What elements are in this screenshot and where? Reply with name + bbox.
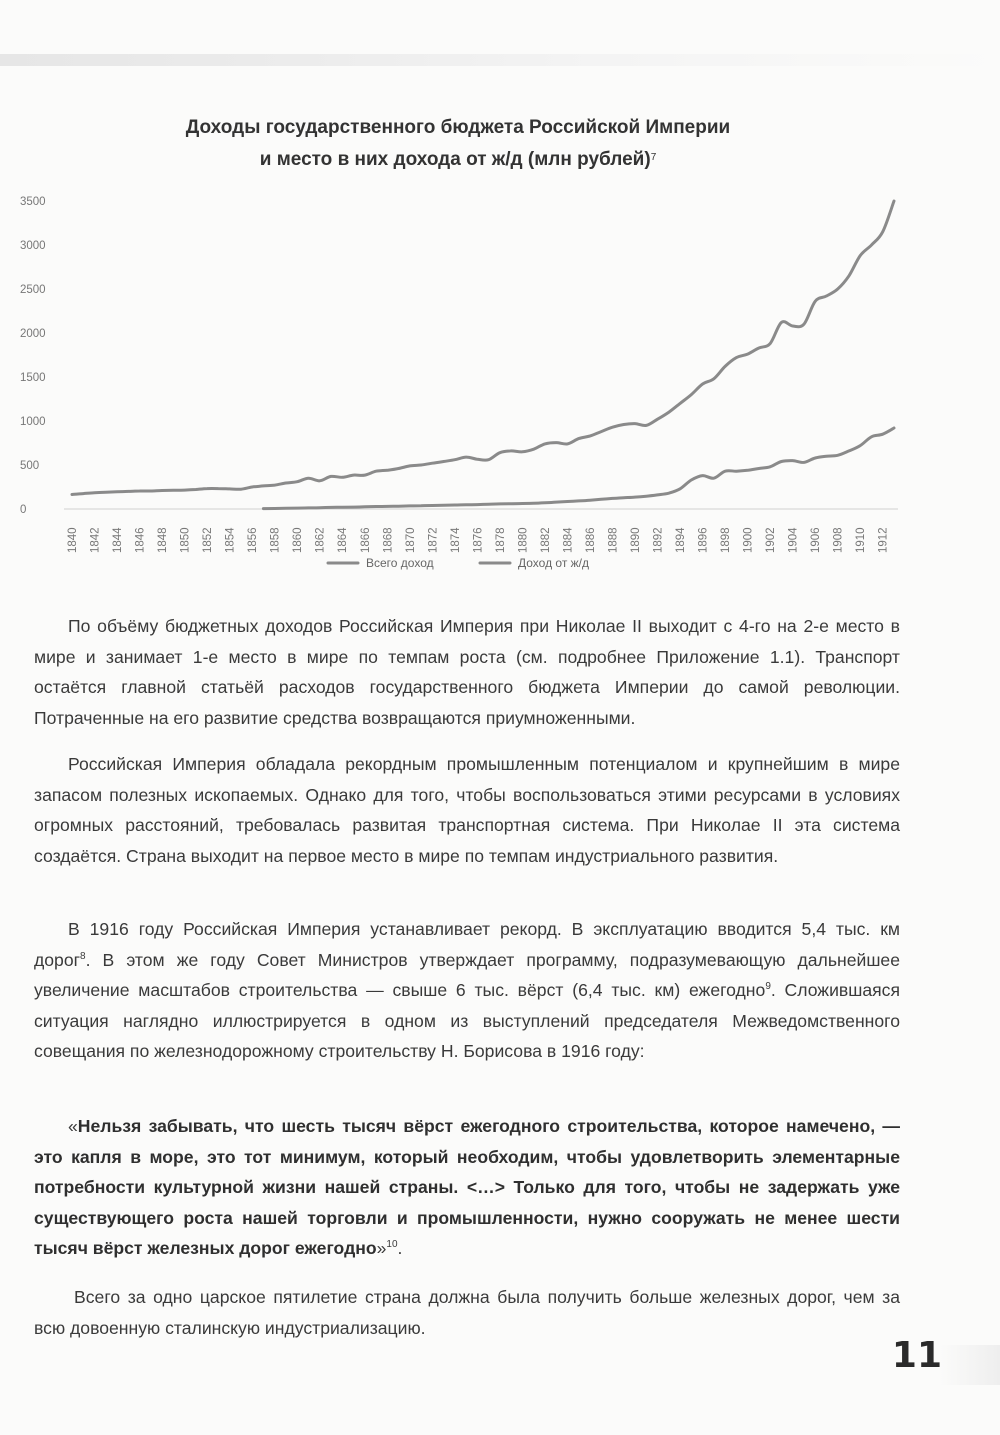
series-total-revenue-line xyxy=(72,201,894,495)
x-tick-label: 1848 xyxy=(157,527,170,553)
footnote-9: 9 xyxy=(765,981,771,992)
page-top-band xyxy=(0,54,1000,66)
x-tick-label: 1902 xyxy=(765,527,778,553)
x-axis xyxy=(67,527,890,553)
x-tick-label: 1854 xyxy=(224,527,237,553)
legend-label: Всего доход xyxy=(366,556,434,570)
x-tick-label: 1904 xyxy=(787,527,800,553)
paragraph-1 xyxy=(34,611,900,733)
x-tick-label: 1910 xyxy=(855,527,868,553)
x-tick-label: 1860 xyxy=(292,527,305,553)
paragraph-2-text: Российская Империя обладала рекордным промышленным потенциалом и крупнейшим в мире запасом полезных ископаемых. Однако для того, чтобы воспользоваться этими ресурсами в условиях огромных расстояний, требовалась развитая транспортная система. При Николае II эта система создаётся. Страна выходит на первое место в мире по темпам индустриального развития. xyxy=(34,754,900,866)
x-tick-label: 1886 xyxy=(584,527,597,553)
chart-title xyxy=(0,112,916,176)
paragraph-2 xyxy=(34,749,900,871)
y-tick-label: 1500 xyxy=(20,372,46,384)
footnote-10: 10 xyxy=(386,1239,398,1250)
x-tick-label: 1858 xyxy=(269,527,282,553)
x-tick-label: 1884 xyxy=(562,527,575,553)
quote-close-mark: » xyxy=(376,1238,387,1258)
paragraph-1-text: По объёму бюджетных доходов Российская Империя при Николае II выходит с 4-го на 2-е место в мире и занимает 1-е место в мире по темпам роста (см. подробнее Приложение 1.1). Транспорт остаётся главной статьёй расходов государственного бюджета Империи до самой революции. Потраченные на его развитие средства возвращаются приумноженными. xyxy=(34,616,900,728)
x-tick-label: 1870 xyxy=(404,527,417,553)
x-tick-label: 1880 xyxy=(517,527,530,553)
borisov-quote: Нельзя забывать, что шесть тысяч вёрст ежегодного строительства, которое намечено, — это капля в море, это тот минимум, который необходим, чтобы удовлетворить элементарные потребности культурной жизни нашей страны. <…> Только для того, чтобы не задержать уже существующего роста нашей торговли и промышленности, нужно сооружать не менее шести тысяч вёрст железных дорог ежегодно xyxy=(34,1116,900,1258)
paragraph-5 xyxy=(34,1282,900,1343)
y-tick-label: 0 xyxy=(20,504,27,516)
page-number: 11 xyxy=(891,1335,942,1376)
paragraph-3-text-c: . Сложившаяся ситуация наглядно иллюстрируется в одном из выступлений председателя Межведомственного совещания по железнодорожному строительству Н. Борисова в 1916 году: xyxy=(34,980,901,1061)
x-tick-label: 1876 xyxy=(472,527,485,553)
quote-open-mark: « xyxy=(68,1116,78,1136)
x-tick-label: 1908 xyxy=(832,527,845,553)
chart-title-footnote: 7 xyxy=(650,152,657,163)
page-corner-shade xyxy=(940,1345,1000,1385)
x-tick-label: 1840 xyxy=(67,527,79,553)
x-tick-label: 1862 xyxy=(314,527,327,553)
footnote-8: 8 xyxy=(80,950,86,962)
x-tick-label: 1846 xyxy=(134,527,147,553)
revenue-line-chart xyxy=(0,180,920,580)
paragraph-3-text-a: В 1916 году Российская Империя устанавливает рекорд. В эксплуатацию вводится 5,4 тыс. км дорог xyxy=(34,919,900,970)
y-axis xyxy=(20,196,46,516)
x-tick-label: 1898 xyxy=(720,527,733,553)
x-tick-label: 1906 xyxy=(810,527,823,553)
x-tick-label: 1872 xyxy=(427,527,440,553)
y-tick-label: 1000 xyxy=(20,416,46,428)
y-tick-label: 2000 xyxy=(20,328,46,340)
x-tick-label: 1844 xyxy=(112,527,125,553)
y-tick-label: 500 xyxy=(20,460,40,472)
chart-title-line1: Доходы государственного бюджета Российской Империи xyxy=(185,117,731,138)
chart-legend xyxy=(328,556,589,570)
x-tick-label: 1842 xyxy=(89,527,102,553)
x-tick-label: 1896 xyxy=(697,527,710,553)
x-tick-label: 1866 xyxy=(359,527,372,553)
x-tick-label: 1890 xyxy=(630,527,643,553)
paragraph-3 xyxy=(34,914,900,1067)
paragraph-3-text-b: . В этом же году Совет Министров утверждает программу, подразумевающую дальнейшее увеличение масштабов строительства — свыше 6 тыс. вёрст (6,4 тыс. км) ежегодно xyxy=(34,949,900,1000)
y-tick-label: 3000 xyxy=(20,240,46,252)
chart-title-line2-text: и место в них дохода от ж/д (млн рублей) xyxy=(259,149,651,170)
y-tick-label: 3500 xyxy=(20,196,46,208)
x-tick-label: 1892 xyxy=(652,527,665,553)
x-tick-label: 1894 xyxy=(675,527,688,553)
x-tick-label: 1850 xyxy=(179,527,192,553)
y-tick-label: 2500 xyxy=(20,284,46,296)
x-tick-label: 1900 xyxy=(742,527,755,553)
x-tick-label: 1856 xyxy=(247,527,260,553)
x-tick-label: 1864 xyxy=(337,527,350,553)
x-tick-label: 1882 xyxy=(539,527,552,553)
x-tick-label: 1878 xyxy=(494,527,507,553)
x-tick-label: 1912 xyxy=(877,527,890,553)
paragraph-5-text: Всего за одно царское пятилетие страна должна была получить больше железных дорог, чем за всю довоенную сталинскую индустриализацию. xyxy=(34,1287,900,1338)
x-tick-label: 1868 xyxy=(382,527,395,553)
quote-end-period: . xyxy=(397,1238,403,1258)
series-group xyxy=(72,201,894,509)
x-tick-label: 1888 xyxy=(607,527,620,553)
chart-title-line2 xyxy=(0,144,916,176)
quote-paragraph xyxy=(34,1111,900,1264)
legend-label: Доход от ж/д xyxy=(518,556,590,570)
x-tick-label: 1852 xyxy=(202,527,215,553)
x-tick-label: 1874 xyxy=(449,527,462,553)
